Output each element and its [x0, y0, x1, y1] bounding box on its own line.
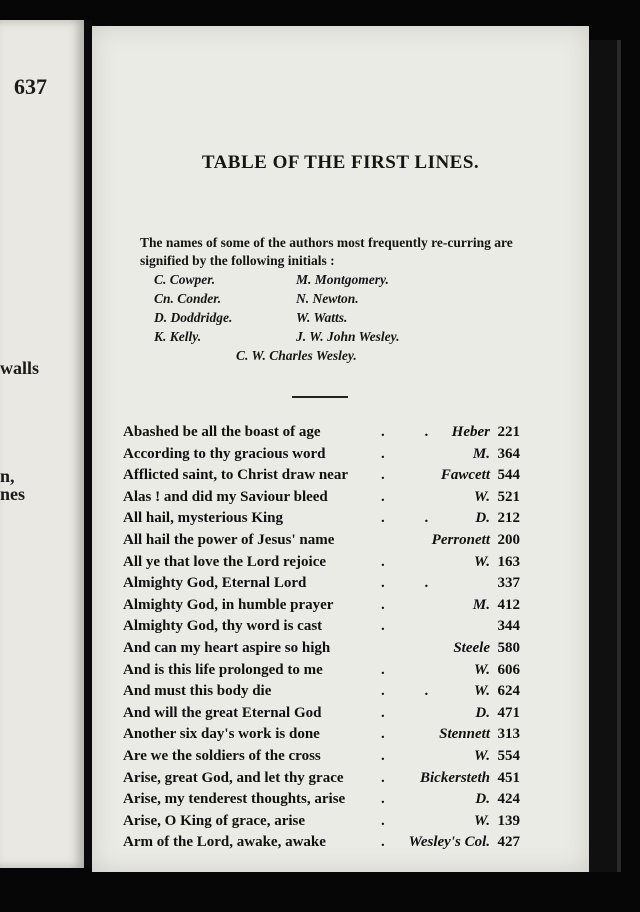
hymn-number: 544 [497, 467, 520, 484]
leader-dots: . . [381, 424, 447, 440]
left-page-fragment: n, [0, 466, 15, 486]
leader-dots: . . [381, 575, 447, 592]
author-name: M. [472, 445, 490, 462]
hymn-number: 313 [497, 726, 520, 743]
hymn-number: 451 [497, 769, 520, 786]
author-name: W. [474, 747, 490, 764]
author-name: D. [475, 791, 490, 808]
hymn-number: 427 [497, 834, 520, 851]
hymn-number: 163 [497, 553, 520, 570]
hymn-number: 212 [497, 510, 520, 527]
list-item [123, 746, 520, 768]
author-name: Bickersteth [420, 769, 490, 786]
leader-dots: . [381, 618, 403, 635]
first-line-text: Are we the soldiers of the cross [123, 747, 321, 764]
first-line-text: And is this life prolonged to me [123, 661, 323, 678]
leader-dots: . . [381, 510, 447, 527]
hymn-number: 364 [497, 445, 520, 462]
list-item [123, 616, 520, 638]
initial-entry: C. Cowper. [154, 272, 216, 287]
list-item [123, 465, 520, 487]
initial-entry: M. Montgomery. [296, 272, 389, 287]
hymn-number: 344 [497, 618, 520, 635]
list-item [123, 508, 520, 530]
author-name: Perronett [431, 531, 490, 548]
leader-dots: . [381, 661, 403, 678]
first-line-text: According to thy gracious word [123, 445, 326, 462]
author-name: Heber [451, 424, 490, 440]
first-line-text: All hail the power of Jesus' name [123, 531, 335, 548]
first-line-text: Arm of the Lord, awake, awake [123, 834, 326, 851]
author-name: Stennett [439, 726, 490, 743]
page-title: TABLE OF THE FIRST LINES. [201, 152, 480, 173]
initials-row [154, 291, 484, 310]
left-page-edge [0, 20, 84, 868]
initial-entry: C. W. Charles Wesley. [236, 348, 357, 363]
book-spine [589, 40, 617, 872]
initial-entry: W. Watts. [296, 310, 348, 325]
list-item [123, 552, 520, 574]
book-spine-edge [617, 40, 621, 872]
hymn-number: 412 [497, 596, 520, 613]
first-lines-list [123, 422, 520, 854]
author-name: W. [474, 661, 490, 678]
section-divider [292, 396, 348, 398]
leader-dots: . [381, 812, 403, 829]
first-line-text: And must this body die [123, 683, 272, 700]
first-line-text: Arise, O King of grace, arise [123, 812, 306, 829]
initial-entry: D. Doddridge. [154, 310, 233, 325]
leader-dots: . [381, 445, 403, 462]
first-line-text: Arise, great God, and let thy grace [123, 769, 344, 786]
initial-entry: Cn. Conder. [154, 291, 222, 306]
initial-entry: J. W. John Wesley. [296, 329, 400, 344]
list-item [123, 724, 520, 746]
initials-row [154, 329, 484, 348]
first-line-text: Almighty God, thy word is cast [123, 618, 323, 635]
list-item [123, 660, 520, 682]
author-name: W. [474, 683, 490, 700]
leader-dots: . [381, 834, 403, 851]
leader-dots: . [381, 488, 403, 505]
initial-entry: N. Newton. [296, 291, 359, 306]
author-name: D. [475, 704, 490, 721]
list-item [123, 811, 520, 833]
author-name: Steele [453, 639, 490, 656]
list-item [123, 703, 520, 725]
list-item [123, 422, 520, 444]
hymn-number: 221 [497, 424, 520, 440]
leader-dots: . . [381, 683, 447, 700]
left-page-fragment: walls [0, 358, 40, 378]
list-item [123, 595, 520, 617]
author-name: W. [474, 488, 490, 505]
initials-row [154, 272, 484, 291]
first-line-text: Abashed be all the boast of age [123, 424, 321, 440]
list-item [123, 768, 520, 790]
list-item [123, 444, 520, 466]
author-name: D. [475, 510, 490, 527]
hymn-number: 580 [497, 639, 520, 656]
hymn-number: 200 [497, 531, 520, 548]
first-line-text: Alas ! and did my Saviour bleed [123, 488, 328, 505]
author-name: W. [474, 812, 490, 829]
list-item [123, 832, 520, 854]
author-name: Fawcett [440, 467, 490, 484]
leader-dots: . [381, 596, 403, 613]
leader-dots: . [381, 467, 403, 484]
leader-dots: . [381, 726, 403, 743]
first-line-text: All hail, mysterious King [123, 510, 284, 527]
first-line-text: Arise, my tenderest thoughts, arise [123, 791, 346, 808]
leader-dots: . [381, 791, 403, 808]
list-item [123, 573, 520, 595]
list-item [123, 681, 520, 703]
leader-dots: . [381, 747, 403, 764]
first-line-text: All ye that love the Lord rejoice [123, 553, 327, 570]
leader-dots: . [381, 769, 403, 786]
first-line-text: Almighty God, in humble prayer [123, 596, 334, 613]
hymn-number: 471 [497, 704, 520, 721]
right-page [92, 26, 589, 872]
list-item [123, 638, 520, 660]
hymn-number: 624 [497, 683, 520, 700]
initials-row [154, 348, 484, 367]
first-line-text: Afflicted saint, to Christ draw near [123, 467, 348, 484]
author-name: Wesley's Col. [408, 834, 490, 851]
first-line-text: And will the great Eternal God [123, 704, 322, 721]
hymn-number: 337 [497, 575, 520, 592]
leader-dots: . [381, 553, 403, 570]
list-item [123, 487, 520, 509]
initial-entry: K. Kelly. [154, 329, 202, 344]
list-item [123, 530, 520, 552]
first-line-text: Another six day's work is done [123, 726, 320, 743]
intro-paragraph: The names of some of the authors most frequently re-curring are signified by the following initials : [140, 235, 513, 268]
hymn-number: 139 [497, 812, 520, 829]
author-name: W. [474, 553, 490, 570]
leader-dots: . [381, 704, 403, 721]
author-name: M. [472, 596, 490, 613]
first-line-text: And can my heart aspire so high [123, 639, 331, 656]
list-item [123, 789, 520, 811]
hymn-number: 606 [497, 661, 520, 678]
hymn-number: 554 [497, 747, 520, 764]
initials-row [154, 310, 484, 329]
hymn-number: 521 [497, 488, 520, 505]
initials-key [154, 272, 484, 367]
page-gutter [84, 20, 92, 868]
left-page-fragment: nes [0, 484, 26, 504]
first-line-text: Almighty God, Eternal Lord [123, 575, 307, 592]
hymn-number: 424 [497, 791, 520, 808]
left-page-number: 637 [14, 74, 47, 99]
